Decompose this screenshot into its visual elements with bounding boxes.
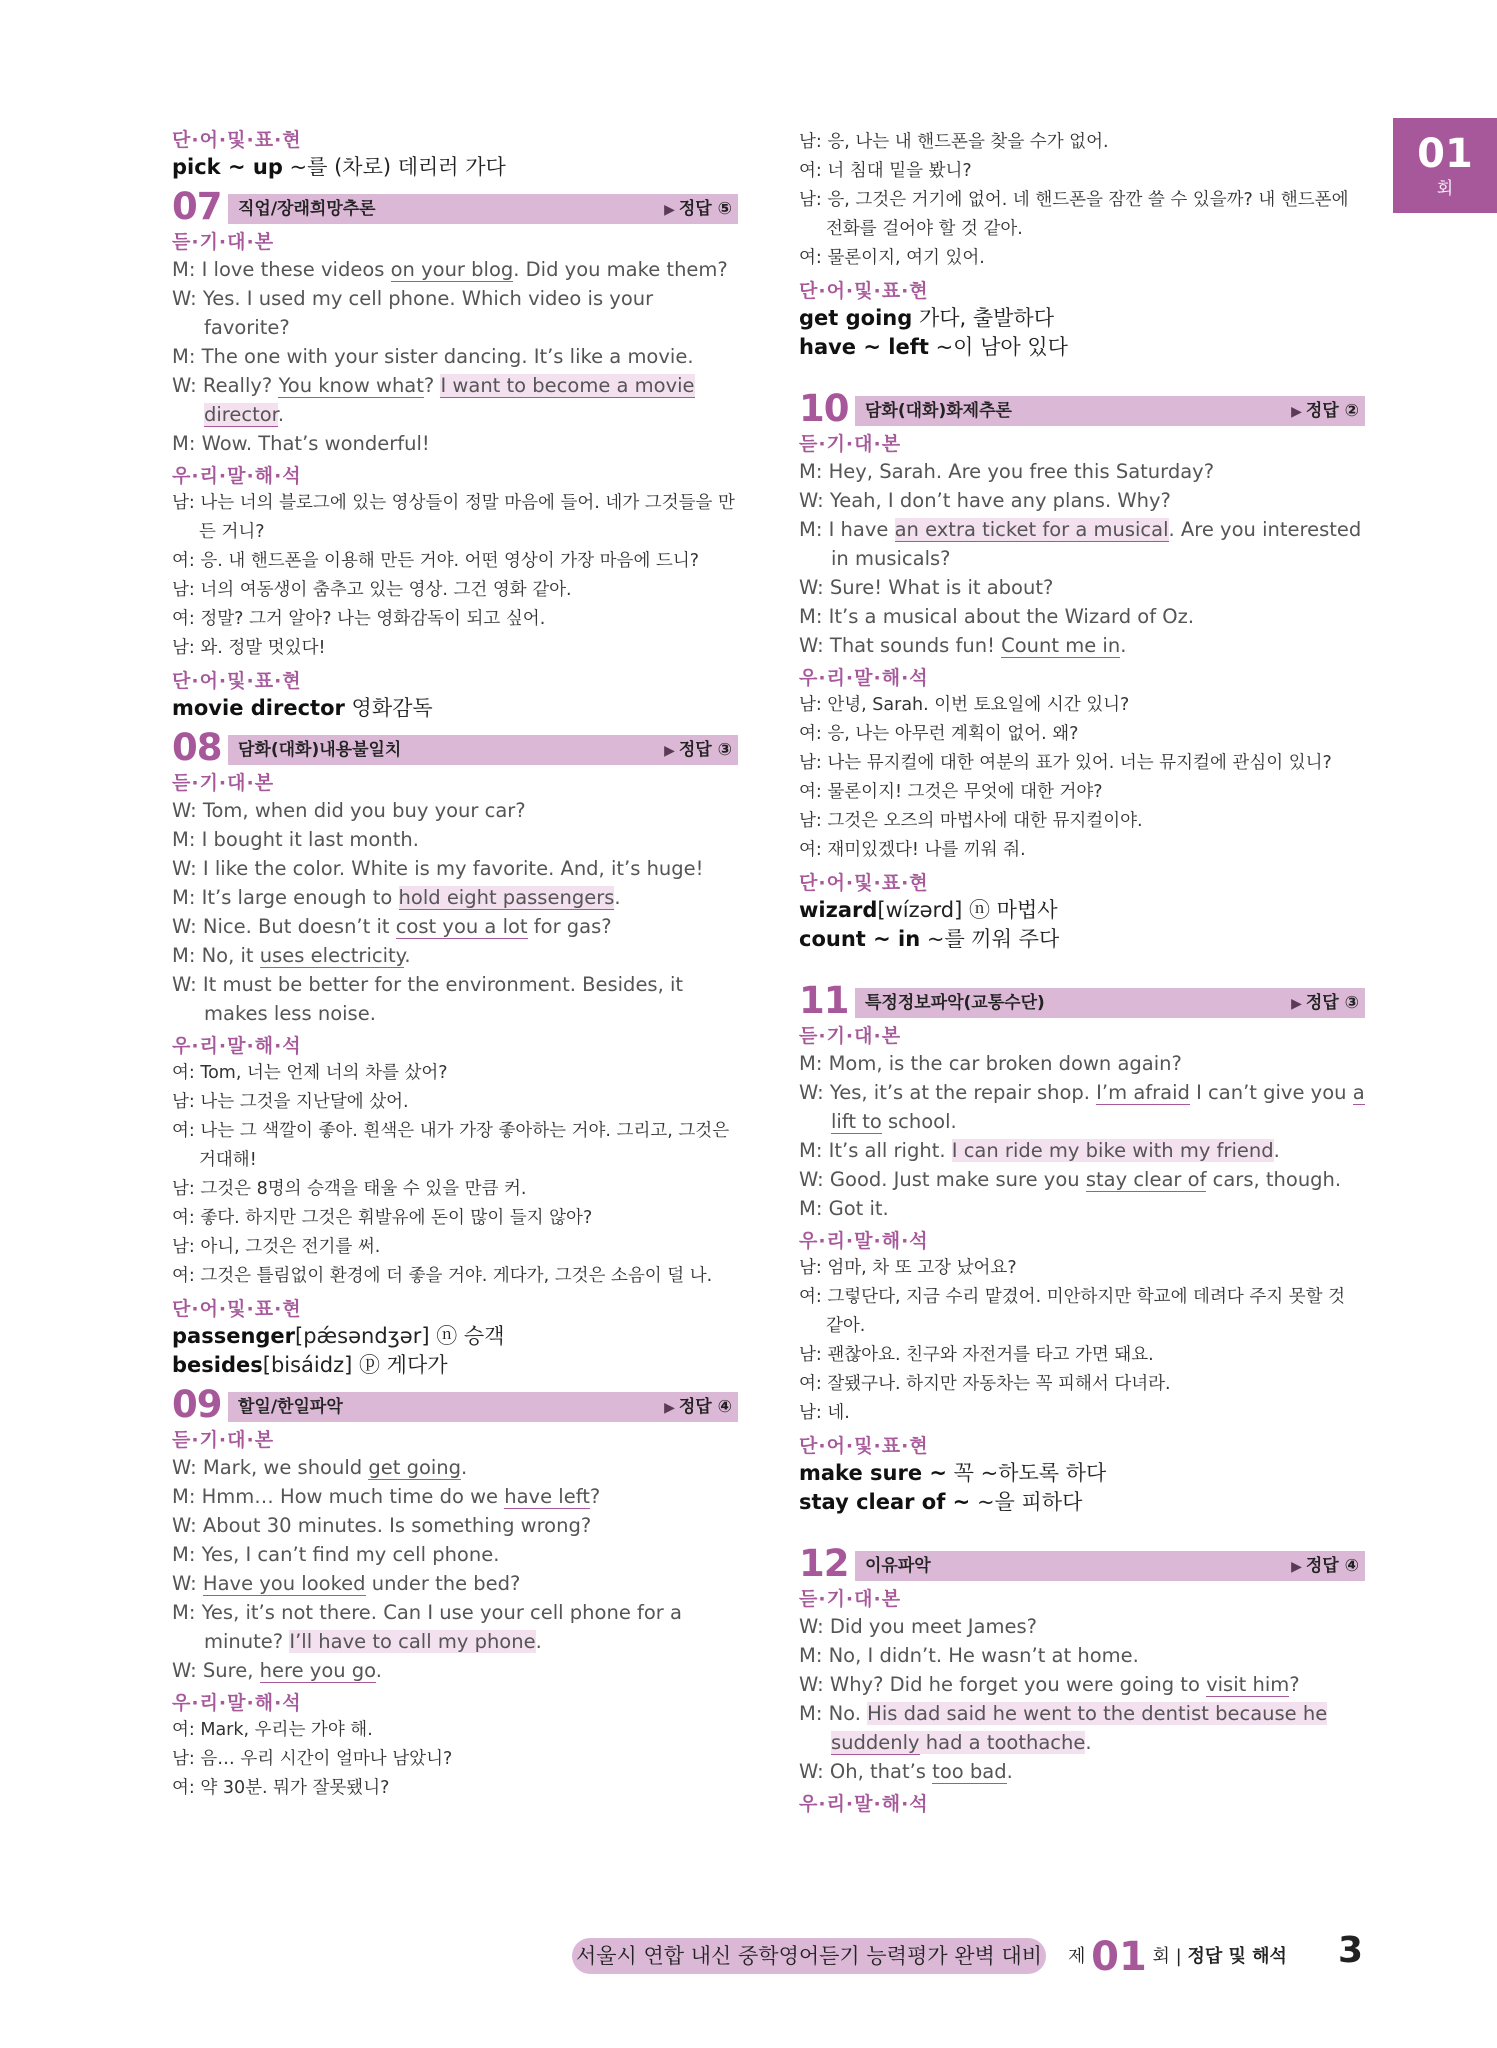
- translation-line: 여: 정말? 그거 알아? 나는 영화감독이 되고 싶어.: [172, 609, 546, 629]
- play-triangle-icon: ▶: [1291, 404, 1302, 420]
- question-type-bar: [228, 735, 738, 765]
- translation-line: 남: 안녕, Sarah. 이번 토요일에 시간 있니?: [799, 695, 1130, 715]
- dialogue-line: M: Hey, Sarah. Are you free this Saturday?: [799, 460, 1215, 483]
- question-header: [799, 388, 1365, 430]
- translation-line: 여: 약 30분. 뭐가 잘못됐니?: [172, 1778, 390, 1798]
- dialogue-line: W: Yeah, I don’t have any plans. Why?: [799, 489, 1171, 512]
- question-number: 12: [799, 1542, 849, 1585]
- vocab-item: make sure ~ 꼭 ~하도록 하다: [799, 1461, 1107, 1485]
- vocab-item: passenger[pǽsəndʒər] ⓝ 승객: [172, 1324, 505, 1348]
- play-triangle-icon: ▶: [664, 743, 675, 759]
- vocab-label: 단·어·및·표·현: [799, 1435, 929, 1457]
- dialogue-line: W: Yes, it’s at the repair shop. I’m afraid I can’t give you a lift to school.: [799, 1081, 1365, 1133]
- question-type: 담화(대화)화제추론: [865, 401, 1012, 421]
- dialogue-line: W: Have you looked under the bed?: [172, 1572, 521, 1595]
- translation-label: 우·리·말·해·석: [799, 1793, 929, 1815]
- translation-label: 우·리·말·해·석: [799, 1230, 929, 1252]
- vocab-label: 단·어·및·표·현: [172, 129, 302, 151]
- vocab-item: stay clear of ~ ~을 피하다: [799, 1490, 1083, 1514]
- dialogue-line: W: Sure! What is it about?: [799, 576, 1054, 599]
- translation-line: 남: 괜찮아요. 친구와 자전거를 타고 가면 돼요.: [799, 1345, 1154, 1365]
- translation-line: 남: 나는 뮤지컬에 대한 여분의 표가 있어. 너는 뮤지컬에 관심이 있니?: [799, 753, 1332, 773]
- dialogue-line: W: Really? You know what? I want to become a movie director.: [172, 374, 695, 426]
- dialogue-line: M: The one with your sister dancing. It’s like a movie.: [172, 345, 694, 368]
- translation-line: 남: 나는 그것을 지난달에 샀어.: [172, 1092, 409, 1112]
- vocab-label: 단·어·및·표·현: [172, 1298, 302, 1320]
- answer-label: ▶ 정답 ⑤: [664, 199, 732, 219]
- question-type-bar: [855, 1551, 1365, 1581]
- translation-line: 남: 너의 여동생이 춤추고 있는 영상. 그건 영화 같아.: [172, 580, 572, 600]
- translation-line: 남: 나는 너의 블로그에 있는 영상들이 정말 마음에 들어. 네가 그것들을 만든 거니?: [172, 493, 735, 542]
- play-triangle-icon: ▶: [664, 202, 675, 218]
- dialogue-line: M: Mom, is the car broken down again?: [799, 1052, 1182, 1075]
- round-tab-label: 회: [1436, 179, 1454, 199]
- dialogue-line: W: Tom, when did you buy your car?: [172, 799, 526, 822]
- page-number: 3: [1338, 1930, 1364, 1971]
- translation-line: 여: 물론이지, 여기 있어.: [799, 248, 985, 268]
- question-header: [172, 186, 738, 228]
- dialogue-line: W: I like the color. White is my favorite. And, it’s huge!: [172, 857, 704, 880]
- dialogue-line: M: It’s a musical about the Wizard of Oz.: [799, 605, 1195, 628]
- answer-label: ▶ 정답 ④: [1291, 1556, 1359, 1576]
- translation-label: 우·리·말·해·석: [799, 667, 929, 689]
- dialogue-line: M: It’s all right. I can ride my bike with my friend.: [799, 1139, 1280, 1162]
- translation-line: 남: 응, 나는 내 핸드폰을 찾을 수가 없어.: [799, 132, 1109, 152]
- translation-line: 여: 재미있겠다! 나를 끼워 줘.: [799, 840, 1026, 860]
- question-type: 특정정보파악(교통수단): [865, 993, 1045, 1013]
- translation-line: 남: 그것은 오즈의 마법사에 대한 뮤지컬이야.: [799, 811, 1143, 831]
- vocab-label: 단·어·및·표·현: [799, 872, 929, 894]
- dialogue-line: W: Mark, we should get going.: [172, 1456, 468, 1479]
- dialogue-line: M: Yes, it’s not there. Can I use your cell phone for a minute? I’ll have to call my phone.: [172, 1601, 682, 1653]
- right-column: [799, 128, 1365, 1817]
- translation-line: 남: 와. 정말 멋있다!: [172, 638, 326, 658]
- question-type: 할일/한일파악: [238, 1397, 343, 1417]
- play-triangle-icon: ▶: [1291, 996, 1302, 1012]
- dialogue-line: M: Wow. That’s wonderful!: [172, 432, 430, 455]
- dialogue-line: M: No. His dad said he went to the dentist because he suddenly had a toothache.: [799, 1702, 1328, 1754]
- question-header: [172, 1384, 738, 1426]
- section-name: 정답 및 해석: [1187, 1946, 1287, 1967]
- vocab-item: get going 가다, 출발하다: [799, 306, 1055, 330]
- question-type: 직업/장래희망추론: [238, 199, 376, 219]
- play-triangle-icon: ▶: [664, 1400, 675, 1416]
- dialogue-line: W: Did you meet James?: [799, 1615, 1037, 1638]
- translation-line: 남: 아니, 그것은 전기를 써.: [172, 1237, 381, 1257]
- translation-label: 우·리·말·해·석: [172, 1692, 302, 1714]
- answer-label: ▶ 정답 ③: [664, 740, 732, 760]
- question-number: 08: [172, 726, 222, 769]
- dialogue-line: W: Good. Just make sure you stay clear of cars, though.: [799, 1168, 1342, 1191]
- answer-label: ▶ 정답 ④: [664, 1397, 732, 1417]
- translation-label: 우·리·말·해·석: [172, 465, 302, 487]
- vocab-item: have ~ left ~이 남아 있다: [799, 335, 1068, 359]
- dialogue-line: W: About 30 minutes. Is something wrong?: [172, 1514, 592, 1537]
- dialogue-line: W: Nice. But doesn’t it cost you a lot for gas?: [172, 915, 612, 938]
- book-title: 서울시 연합 내신 중학영어듣기 능력평가 완벽 대비: [572, 1938, 1046, 1974]
- round-tab: [1393, 118, 1497, 213]
- question-type: 담화(대화)내용불일치: [238, 740, 402, 760]
- script-label: 듣·기·대·본: [799, 433, 902, 455]
- vocab-label: 단·어·및·표·현: [172, 670, 302, 692]
- question-number: 11: [799, 979, 849, 1022]
- translation-line: 여: 응, 나는 아무런 계획이 없어. 왜?: [799, 724, 1079, 744]
- vocab-item: wizard[wízərd] ⓝ 마법사: [799, 898, 1058, 922]
- vocab-item: count ~ in ~를 끼워 주다: [799, 927, 1060, 951]
- vocab-item: besides[bisáidz] ⓟ 게다가: [172, 1353, 448, 1377]
- left-column: [172, 128, 738, 1803]
- translation-line: 여: 너 침대 밑을 봤니?: [799, 161, 972, 181]
- dialogue-line: W: Sure, here you go.: [172, 1659, 382, 1682]
- translation-line: 남: 응, 그것은 거기에 없어. 네 핸드폰을 잠깐 쓸 수 있을까? 내 핸드폰에 전화를 걸어야 할 것 같아.: [799, 190, 1349, 239]
- dialogue-line: M: Got it.: [799, 1197, 889, 1220]
- script-label: 듣·기·대·본: [172, 231, 275, 253]
- dialogue-line: M: Hmm… How much time do we have left?: [172, 1485, 601, 1508]
- translation-line: 여: 좋다. 하지만 그것은 휘발유에 돈이 많이 들지 않아?: [172, 1208, 593, 1228]
- answer-label: ▶ 정답 ②: [1291, 401, 1359, 421]
- translation-line: 남: 그것은 8명의 승객을 태울 수 있을 만큼 커.: [172, 1179, 527, 1199]
- translation-line: 남: 네.: [799, 1403, 850, 1423]
- translation-line: 남: 엄마, 차 또 고장 났어요?: [799, 1258, 1017, 1278]
- translation-line: 여: 응. 내 핸드폰을 이용해 만든 거야. 어떤 영상이 가장 마음에 드니?: [172, 551, 700, 571]
- vocab-item: pick ~ up ~를 (차로) 데리러 가다: [172, 155, 506, 179]
- script-label: 듣·기·대·본: [172, 1429, 275, 1451]
- round-number: 01: [1091, 1934, 1147, 1980]
- dialogue-line: M: I have an extra ticket for a musical. Are you interested in musicals?: [799, 518, 1362, 570]
- dialogue-line: M: I love these videos on your blog. Did you make them?: [172, 258, 728, 281]
- question-number: 10: [799, 387, 849, 430]
- question-header: [799, 1543, 1365, 1585]
- question-type-bar: [855, 988, 1365, 1018]
- dialogue-line: M: It’s large enough to hold eight passengers.: [172, 886, 621, 909]
- dialogue-line: W: Why? Did he forget you were going to visit him?: [799, 1673, 1300, 1696]
- dialogue-line: M: No, I didn’t. He wasn’t at home.: [799, 1644, 1139, 1667]
- dialogue-line: M: I bought it last month.: [172, 828, 419, 851]
- translation-line: 여: 물론이지! 그것은 무엇에 대한 거야?: [799, 782, 1103, 802]
- round-tab-number: 01: [1417, 131, 1473, 177]
- question-number: 07: [172, 185, 222, 228]
- dialogue-line: M: Yes, I can’t find my cell phone.: [172, 1543, 500, 1566]
- answer-label: ▶ 정답 ③: [1291, 993, 1359, 1013]
- translation-line: 여: Mark, 우리는 가야 해.: [172, 1720, 373, 1740]
- script-label: 듣·기·대·본: [799, 1025, 902, 1047]
- question-header: [799, 980, 1365, 1022]
- translation-line: 여: 잘됐구나. 하지만 자동차는 꼭 피해서 다녀라.: [799, 1374, 1171, 1394]
- question-type-bar: [228, 1392, 738, 1422]
- dialogue-line: W: Oh, that’s too bad.: [799, 1760, 1013, 1783]
- dialogue-line: W: Yes. I used my cell phone. Which video is your favorite?: [172, 287, 654, 339]
- translation-line: 여: 그렇단다, 지금 수리 맡겼어. 미안하지만 학교에 데려다 주지 못할 것 같아.: [799, 1287, 1345, 1336]
- dialogue-line: M: No, it uses electricity.: [172, 944, 411, 967]
- translation-line: 여: 나는 그 색깔이 좋아. 흰색은 내가 가장 좋아하는 거야. 그리고, 그것은 거대해!: [172, 1121, 730, 1170]
- vocab-item: movie director 영화감독: [172, 696, 433, 720]
- question-type-bar: [228, 194, 738, 224]
- question-type-bar: [855, 396, 1365, 426]
- translation-line: 남: 음… 우리 시간이 얼마나 남았니?: [172, 1749, 453, 1769]
- script-label: 듣·기·대·본: [799, 1588, 902, 1610]
- round-info: 제 01 회 | 정답 및 해석: [1068, 1934, 1287, 1980]
- play-triangle-icon: ▶: [1291, 1559, 1302, 1575]
- dialogue-line: W: It must be better for the environment. Besides, it makes less noise.: [172, 973, 684, 1025]
- translation-label: 우·리·말·해·석: [172, 1035, 302, 1057]
- translation-line: 여: 그것은 틀림없이 환경에 더 좋을 거야. 게다가, 그것은 소음이 덜 나.: [172, 1266, 713, 1286]
- translation-line: 여: Tom, 너는 언제 너의 차를 샀어?: [172, 1063, 448, 1083]
- question-header: [172, 727, 738, 769]
- vocab-label: 단·어·및·표·현: [799, 280, 929, 302]
- question-type: 이유파악: [865, 1556, 931, 1576]
- question-number: 09: [172, 1383, 222, 1426]
- dialogue-line: W: That sounds fun! Count me in.: [799, 634, 1127, 657]
- script-label: 듣·기·대·본: [172, 772, 275, 794]
